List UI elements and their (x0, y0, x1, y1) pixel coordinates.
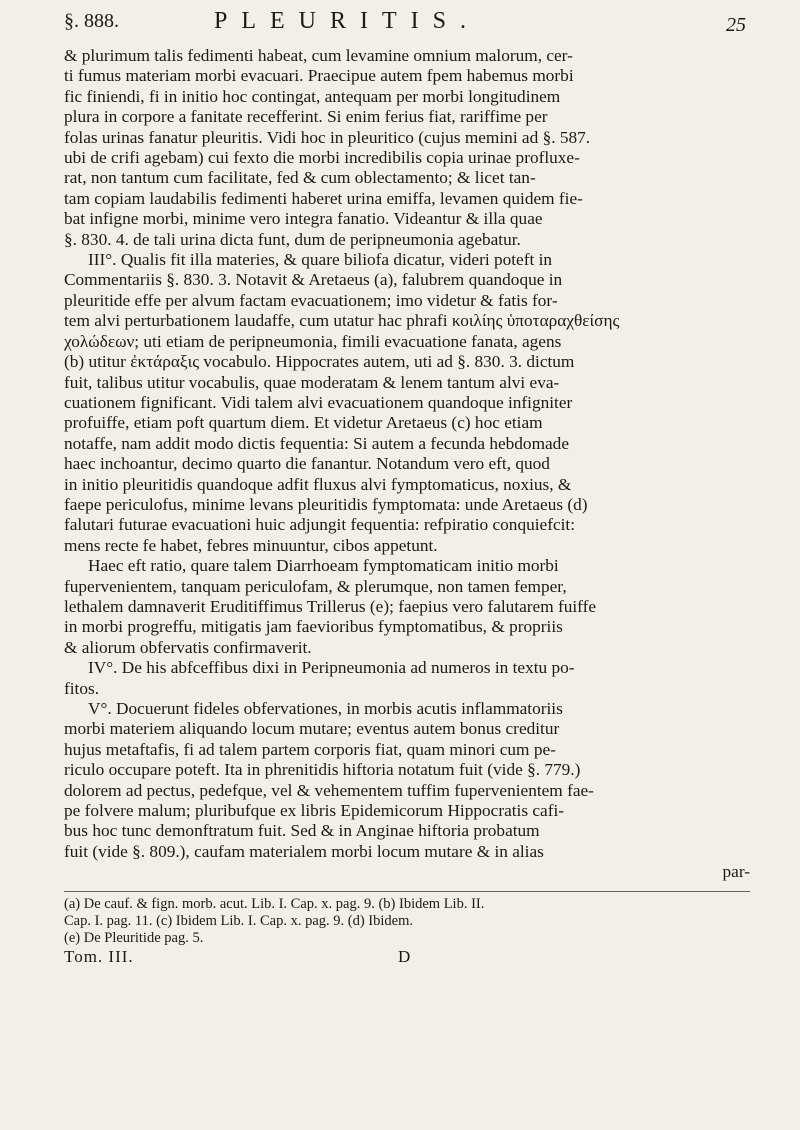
text-line: folas urinas fanatur pleuritis. Vidi hoc in pleuritico (cujus memini ad §. 587. (64, 127, 591, 147)
text-line: pleuritide effe per alvum factam evacuationem; imo videtur & fatis for- (64, 290, 558, 310)
text-line: ubi de crifi agebam) cui fexto die morbi incredibilis copia urinae profluxe- (64, 148, 580, 168)
text-line: ti fumus materiam morbi evacuari. Praecipue autem fpem habemus morbi (64, 66, 574, 86)
text-line: profuiffe, etiam poft quartum diem. Et videtur Aretaeus (c) hoc etiam (64, 413, 543, 433)
text-line: Haec eft ratio, quare talem Diarrhoeam fymptomaticam initio morbi (88, 556, 559, 576)
text-line: tam copiam laudabilis fedimenti haberet urina emiffa, levamen quidem fie- (64, 188, 583, 208)
text-line: mens recte fe habet, febres minuuntur, cibos appetunt. (64, 535, 438, 555)
text-line: faepe periculofus, minime levans pleuritidis fymptomata: unde Aretaeus (d) (64, 494, 588, 514)
text-line: V°. Docuerunt fideles obfervationes, in morbis acutis inflammatoriis (88, 699, 563, 718)
text-line: fic finiendi, fi in initio hoc contingat, antequam per morbi longitudinem (64, 86, 561, 106)
text-line: fuit (vide §. 809.), caufam materialem morbi locum mutare & in alias (64, 841, 544, 861)
text-line: falutari futurae evacuationi huic adjungit fequentia: refpiratio conquiefcit: (64, 515, 576, 535)
footnote-line: (e) De Pleuritide pag. 5. (64, 929, 204, 946)
text-line: §. 830. 4. de tali urina dicta funt, dum de peripneumonia agebatur. (64, 229, 521, 249)
footnotes (64, 896, 750, 947)
text-line: dolorem ad pectus, pedefque, vel & vehementem tuffim fupervenientem fae- (64, 780, 594, 800)
text-line: fupervenientem, tanquam periculofam, & plerumque, non tamen femper, (64, 576, 567, 596)
text-line: haec inchoantur, decimo quarto die fanantur. Notandum vero eft, quod (64, 454, 550, 474)
text-line: χολώδεων; uti etiam de peripneumonia, fimili evacuatione fanata, agens (64, 331, 562, 351)
text-line: IV°. De his abfceffibus dixi in Peripneumonia ad numeros in textu po- (88, 658, 575, 678)
text-line: bat infigne morbi, minime vero integra fanatio. Videantur & illa quae (64, 209, 543, 229)
section-number: §. 888. (64, 10, 119, 32)
text-line: bus hoc tunc demonftratum fuit. Sed & in Anginae hiftoria probatum (64, 821, 540, 841)
text-line: lethalem damnaverit Eruditiffimus Trillerus (e); faepius vero falutarem fuiffe (64, 596, 597, 616)
text-line: notaffe, nam addit modo dictis fequentia: Si autem a fecunda hebdomade (64, 433, 569, 453)
text-line: in morbi progreffu, mitigatis jam faevioribus fymptomatibus, & propriis (64, 617, 563, 637)
page-number: 25 (726, 14, 746, 36)
text-line: (b) utitur ἐκτάραξις vocabulo. Hippocrates autem, uti ad §. 830. 3. dictum (64, 352, 575, 372)
running-header (64, 8, 750, 42)
text-line: in initio pleuritidis quandoque adfit fluxus alvi fymptomaticus, noxius, & (64, 474, 572, 494)
page-footer (64, 947, 750, 969)
text-line: rat, non tantum cum facilitate, fed & cum oblectamento; & licet tan- (64, 168, 536, 188)
text-line: riculo occupare poteft. Ita in phrenitidis hiftoria notatum fuit (vide §. 779.) (64, 760, 581, 780)
text-line: cuationem fignificant. Vidi talem alvi evacuationem quandoque infigniter (64, 392, 573, 412)
text-line: III°. Qualis fit illa materies, & quare biliofa dicatur, videri poteft in (88, 250, 553, 270)
footnote-line: (a) De cauf. & fign. morb. acut. Lib. I. Cap. x. pag. 9. (b) Ibidem Lib. II. (64, 895, 485, 912)
text-line: hujus metaftafis, fi ad talem partem corporis fiat, quam minori cum pe- (64, 739, 556, 759)
text-line: fuit, talibus utitur vocabulis, quae moderatam & lenem tantum alvi eva- (64, 372, 560, 392)
signature-mark: D (398, 946, 411, 966)
running-title: PLEURITIS. (214, 8, 480, 34)
footnote-line: Cap. I. pag. 11. (c) Ibidem Lib. I. Cap. x. pag. 9. (d) Ibidem. (64, 912, 413, 929)
volume-label: Tom. III. (64, 946, 134, 966)
footnote-divider (64, 891, 750, 892)
main-text (64, 46, 750, 883)
catchword: par- (722, 862, 750, 882)
text-line: & aliorum obfervatis confirmaverit. (64, 637, 312, 657)
text-line: plura in corpore a fanitate recefferint. Si enim ferius fiat, rariffime per (64, 107, 548, 127)
text-line: Commentariis §. 830. 3. Notavit & Aretaeus (a), falubrem quandoque in (64, 270, 563, 290)
text-line: & plurimum talis fedimenti habeat, cum levamine omnium malorum, cer- (64, 46, 573, 65)
text-line: fitos. (64, 678, 100, 698)
text-line: tem alvi perturbationem laudaffe, cum utatur hac phrafi κοιλίης ὑποταραχθείσης (64, 311, 620, 331)
text-line: pe folvere malum; pluribufque ex libris Epidemicorum Hippocratis cafi- (64, 801, 565, 821)
text-line: morbi materiem aliquando locum mutare; eventus autem bonus creditur (64, 719, 560, 739)
